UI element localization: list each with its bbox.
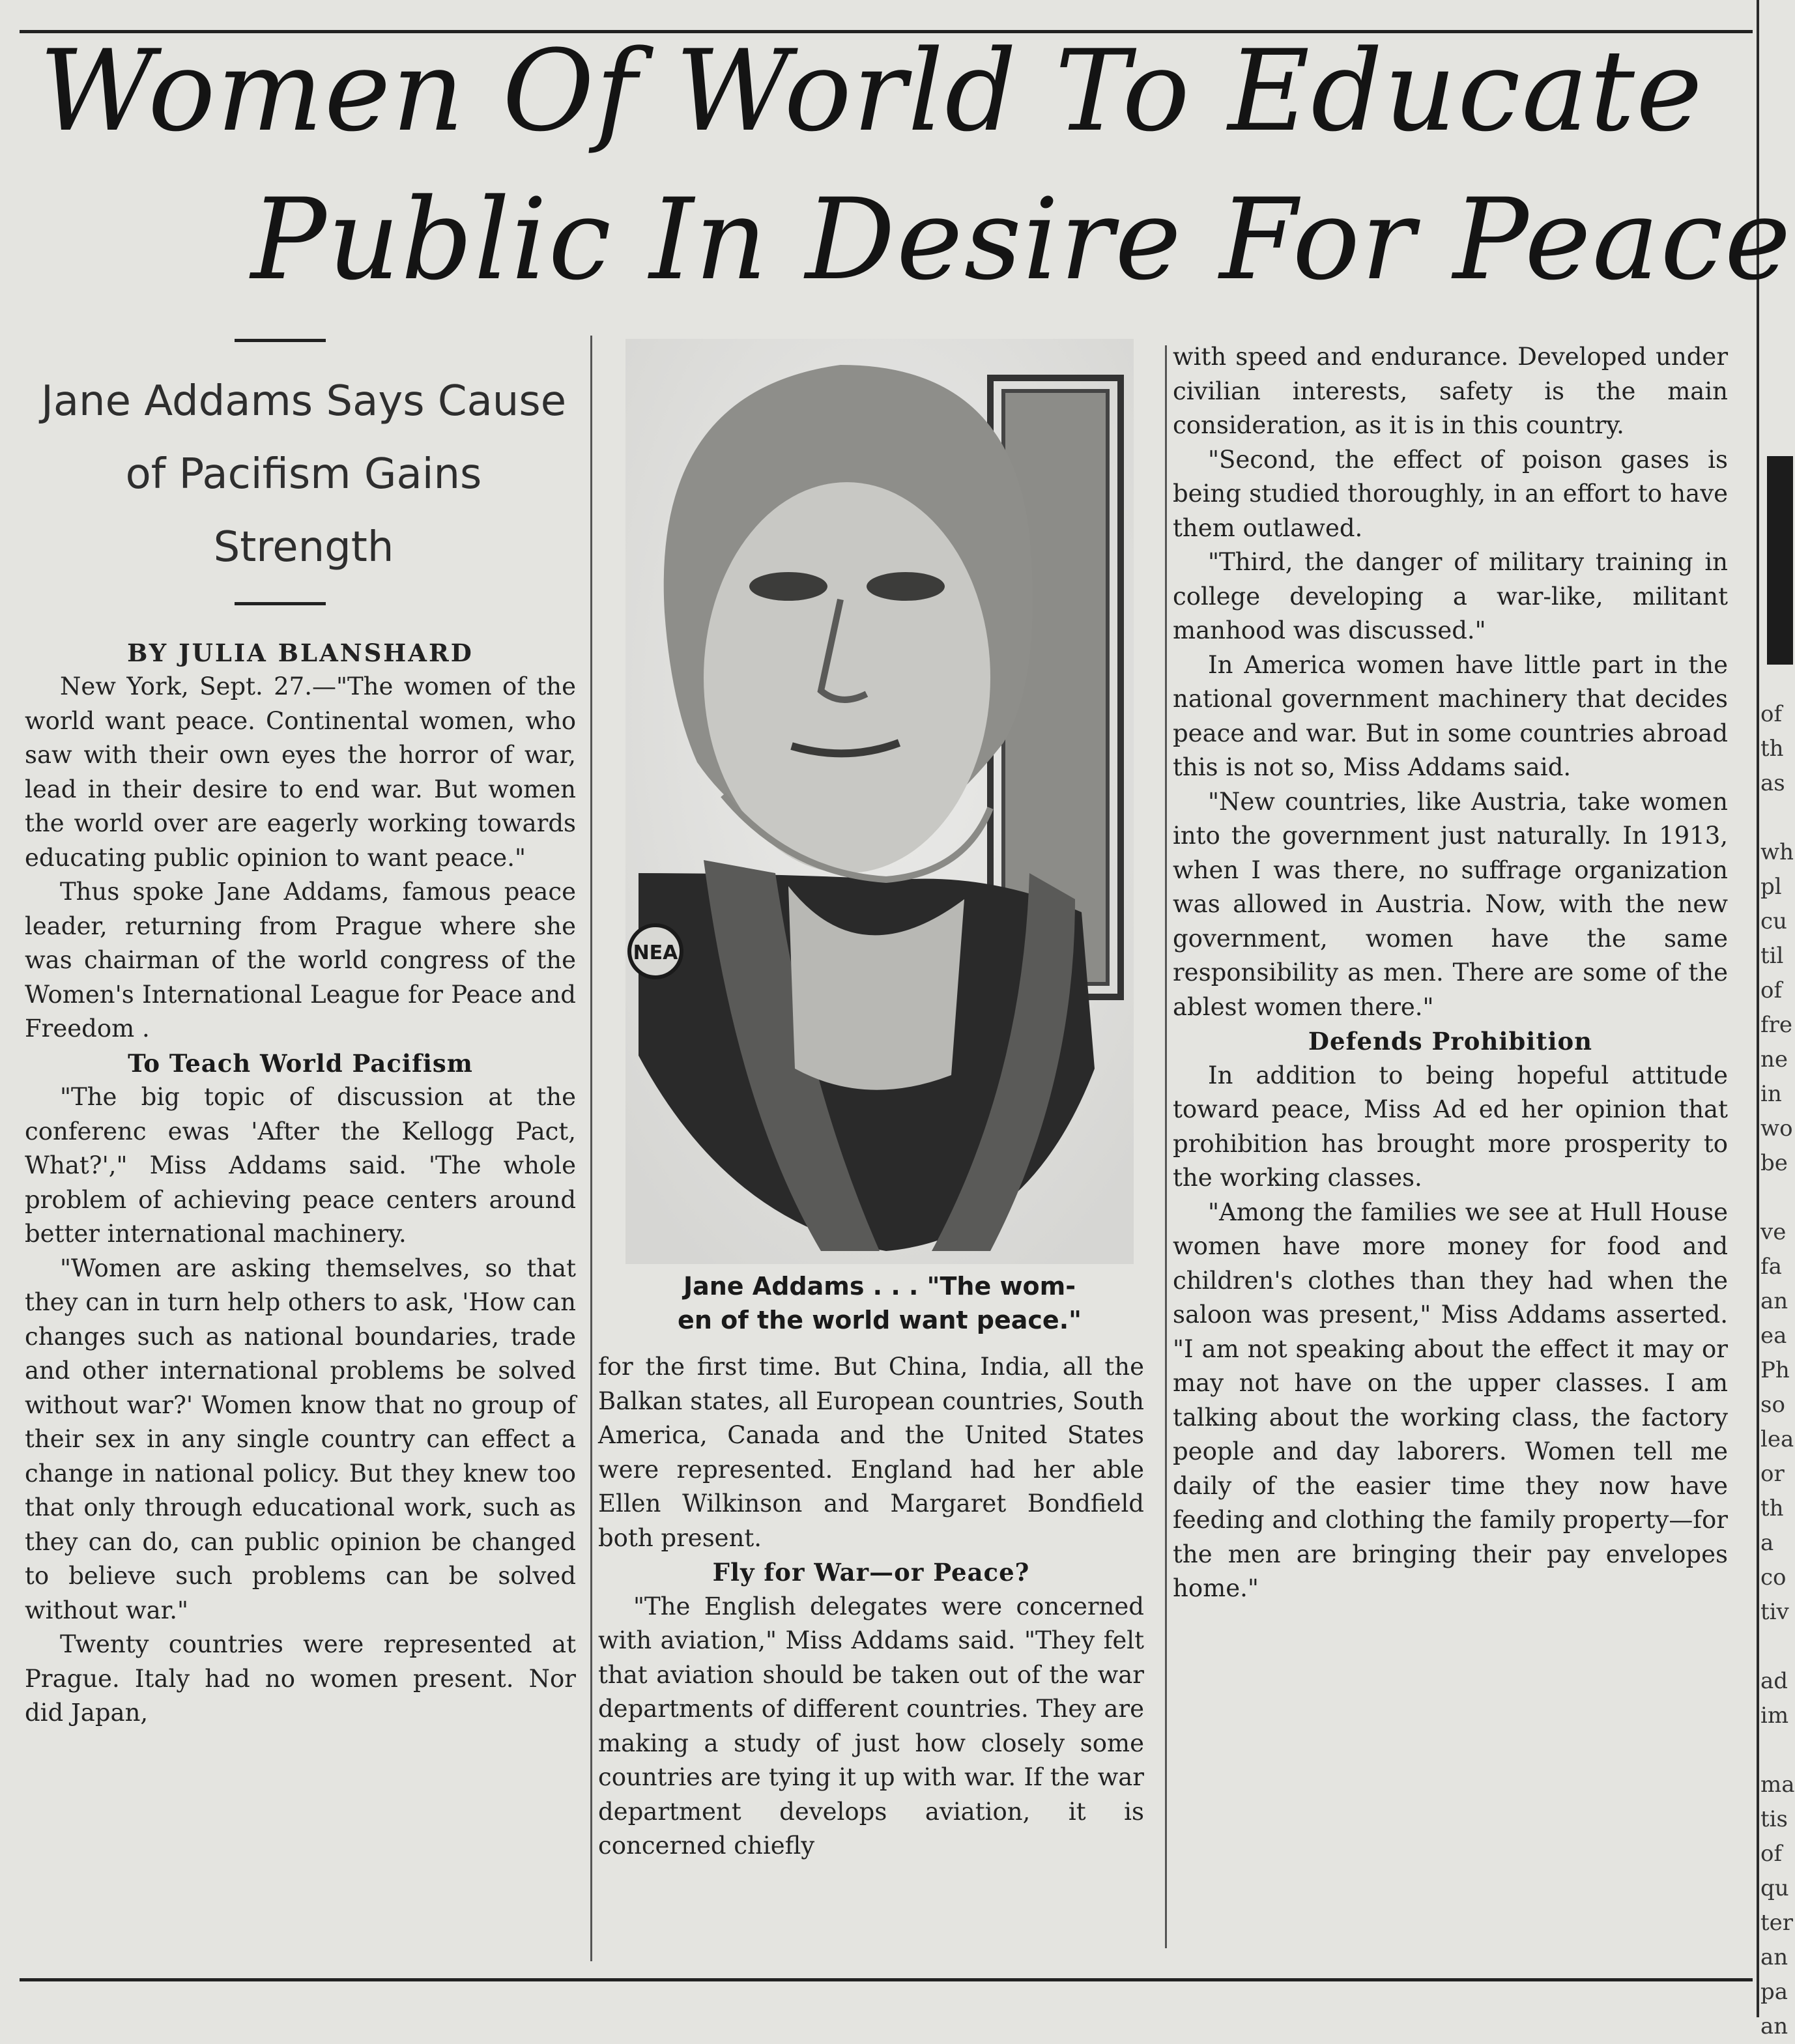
paragraph: "Among the families we see at Hull House women have more money for food and children's clothes than they had when the saloon was present," Miss Addams asserted. "I am not speaking about the effect it may or may not have on the upper classes. I am talking about the working class, the factory people and day laborers. Women tell me daily of the easier time they now have feeding and clothing the family property—for the men are bringing their pay envelopes home." xyxy=(1173,1198,1728,1602)
paragraph: "Second, the effect of poison gases is being studied thoroughly, in an effort to have them outlawed. xyxy=(1173,445,1728,542)
fragment-line xyxy=(1760,1630,1788,1664)
caption-line-1: Jane Addams . . . "The wom- xyxy=(683,1272,1076,1301)
headline-line-2: Public In Desire For Peace xyxy=(251,174,1792,305)
fragment-line: ma xyxy=(1760,1772,1795,1798)
fragment-line: ad xyxy=(1760,1668,1788,1694)
paragraph: In America women have little part in the national government machinery that decides peace and war. But in some countries abroad this is not so, Miss Addams said. xyxy=(1173,650,1728,781)
fragment-line: th xyxy=(1760,1495,1784,1521)
column-rule-2 xyxy=(1165,345,1167,1948)
paragraph: "New countries, like Austria, take women into the government just naturally. In 1913, when I was there, no suffrage organization was allowed in Austria. Now, with the new government, women have the same responsibility as men. There are some of the ablest women there." xyxy=(1173,787,1728,1021)
fragment-line: tis xyxy=(1760,1806,1788,1832)
fragment-line: ter xyxy=(1760,1910,1794,1936)
fragment-line xyxy=(1760,1181,1788,1215)
fragment-line: of xyxy=(1760,1841,1783,1867)
fragment-line: lea xyxy=(1760,1426,1794,1452)
fragment-line: qu xyxy=(1760,1875,1789,1901)
paragraph: Thus spoke Jane Addams, famous peace leader, returning from Prague where she was chairman of the world congress of the Women's International League for Peace and Freedom . xyxy=(25,878,576,1043)
fragment-line: an xyxy=(1760,1288,1788,1314)
paragraph: "Third, the danger of military training in college developing a war-like, militant manhood was discussed." xyxy=(1173,548,1728,644)
fragment-line: co xyxy=(1760,1564,1787,1591)
paragraph: New York, Sept. 27.—"The women of the world want peace. Continental women, who saw with their own eyes the horror of war, lead in their desire to end war. But women the world over are eagerly working towards educating public opinion to want peace." xyxy=(25,672,576,872)
subhead-line-1: Jane Addams Says Cause xyxy=(40,377,567,425)
photo-caption xyxy=(606,1269,1153,1337)
paragraph: with speed and endurance. Developed under civilian interests, safety is the main consideration, as it is in this country. xyxy=(1173,343,1728,439)
subhead-line-3: Strength xyxy=(213,523,394,571)
face xyxy=(704,482,990,873)
fragment-line: Ph xyxy=(1760,1357,1790,1383)
subheadline xyxy=(23,365,584,584)
caption-line-2: en of the world want peace." xyxy=(678,1306,1082,1334)
paragraph: Twenty countries were represented at Prague. Italy had no women present. Nor did Japan, xyxy=(25,1630,576,1727)
adjacent-photo-fragment xyxy=(1767,456,1793,665)
fragment-line: im xyxy=(1760,1703,1789,1729)
fragment-line: ea xyxy=(1760,1323,1787,1349)
fragment-line: of xyxy=(1760,977,1783,1003)
fragment-line: til xyxy=(1760,943,1784,969)
fragment-line: an xyxy=(1760,1944,1788,1970)
fragment-line: wh xyxy=(1760,839,1794,865)
adjacent-column-fragment xyxy=(1760,697,1795,2044)
fragment-line: ne xyxy=(1760,1046,1788,1072)
fragment-line: in xyxy=(1760,1081,1782,1107)
fragment-line: cu xyxy=(1760,908,1787,934)
section-heading: To Teach World Pacifism xyxy=(128,1048,473,1078)
fragment-line xyxy=(1760,801,1788,835)
column-1 xyxy=(25,636,576,1731)
fragment-line: as xyxy=(1760,770,1785,796)
paragraph: "Women are asking themselves, so that they can in turn help others to ask, 'How can changes such as national boundaries, trade and other international problems be solved without war?' Women know that no group of their sex in any single country can effect a change in national policy. But they knew too that only through educational work, such as they can do, can public opinion be changed to believe such problems can be solved without war." xyxy=(25,1254,576,1624)
paragraph: "The big topic of discussion at the conferenc ewas 'After the Kellogg Pact, What?'," Miss Addams said. 'The whole problem of achieving peace centers around better international machinery. xyxy=(25,1083,576,1248)
fragment-line: wo xyxy=(1760,1116,1793,1142)
subhead-line-2: of Pacifism Gains xyxy=(125,450,482,498)
paragraph: for the first time. But China, India, all the Balkan states, all European countries, South America, Canada and the United States were represented. England had her able Ellen Wilkinson and Margaret Bondfield both present. xyxy=(598,1353,1144,1552)
byline: BY JULIA BLANSHARD xyxy=(127,639,474,667)
bottom-rule xyxy=(20,1978,1753,1981)
fragment-line: a xyxy=(1760,1530,1774,1556)
fragment-line: an xyxy=(1760,2013,1788,2039)
portrait-photo xyxy=(625,339,1134,1264)
fragment-line: fre xyxy=(1760,1012,1792,1038)
left-eye xyxy=(749,572,827,601)
fragment-line: tiv xyxy=(1760,1599,1789,1625)
column-2 xyxy=(598,1350,1144,1864)
fragment-line: fa xyxy=(1760,1254,1782,1280)
fragment-line: of xyxy=(1760,701,1783,727)
section-heading: Defends Prohibition xyxy=(1308,1027,1593,1056)
fragment-line: so xyxy=(1760,1392,1785,1418)
column-3 xyxy=(1173,340,1728,1606)
fragment-line: pl xyxy=(1760,874,1782,900)
column-rule-1 xyxy=(590,336,592,1961)
nea-badge-text: NEA xyxy=(633,942,678,964)
fragment-line: pa xyxy=(1760,1979,1788,2005)
fragment-line xyxy=(1760,1733,1788,1768)
fragment-line: ve xyxy=(1760,1219,1787,1245)
headline-line-1: Women Of World To Educate xyxy=(39,25,1704,156)
fragment-line: be xyxy=(1760,1150,1788,1176)
subhead-rule-bottom xyxy=(235,602,326,605)
paragraph: "The English delegates were concerned with aviation," Miss Addams said. "They felt that aviation should be taken out of the war departments of different countries. They are making a study of just how closely some countries are tying it up with war. If the war department develops aviation, it is concerned chiefly xyxy=(598,1592,1144,1860)
subhead-rule-top xyxy=(235,339,326,342)
right-eye xyxy=(867,572,945,601)
section-heading: Fly for War—or Peace? xyxy=(712,1558,1030,1587)
fragment-line: th xyxy=(1760,736,1784,762)
fragment-line: or xyxy=(1760,1461,1785,1487)
paragraph: In addition to being hopeful attitude toward peace, Miss Ad ed her opinion that prohibition has brought more prosperity to the working classes. xyxy=(1173,1061,1728,1192)
